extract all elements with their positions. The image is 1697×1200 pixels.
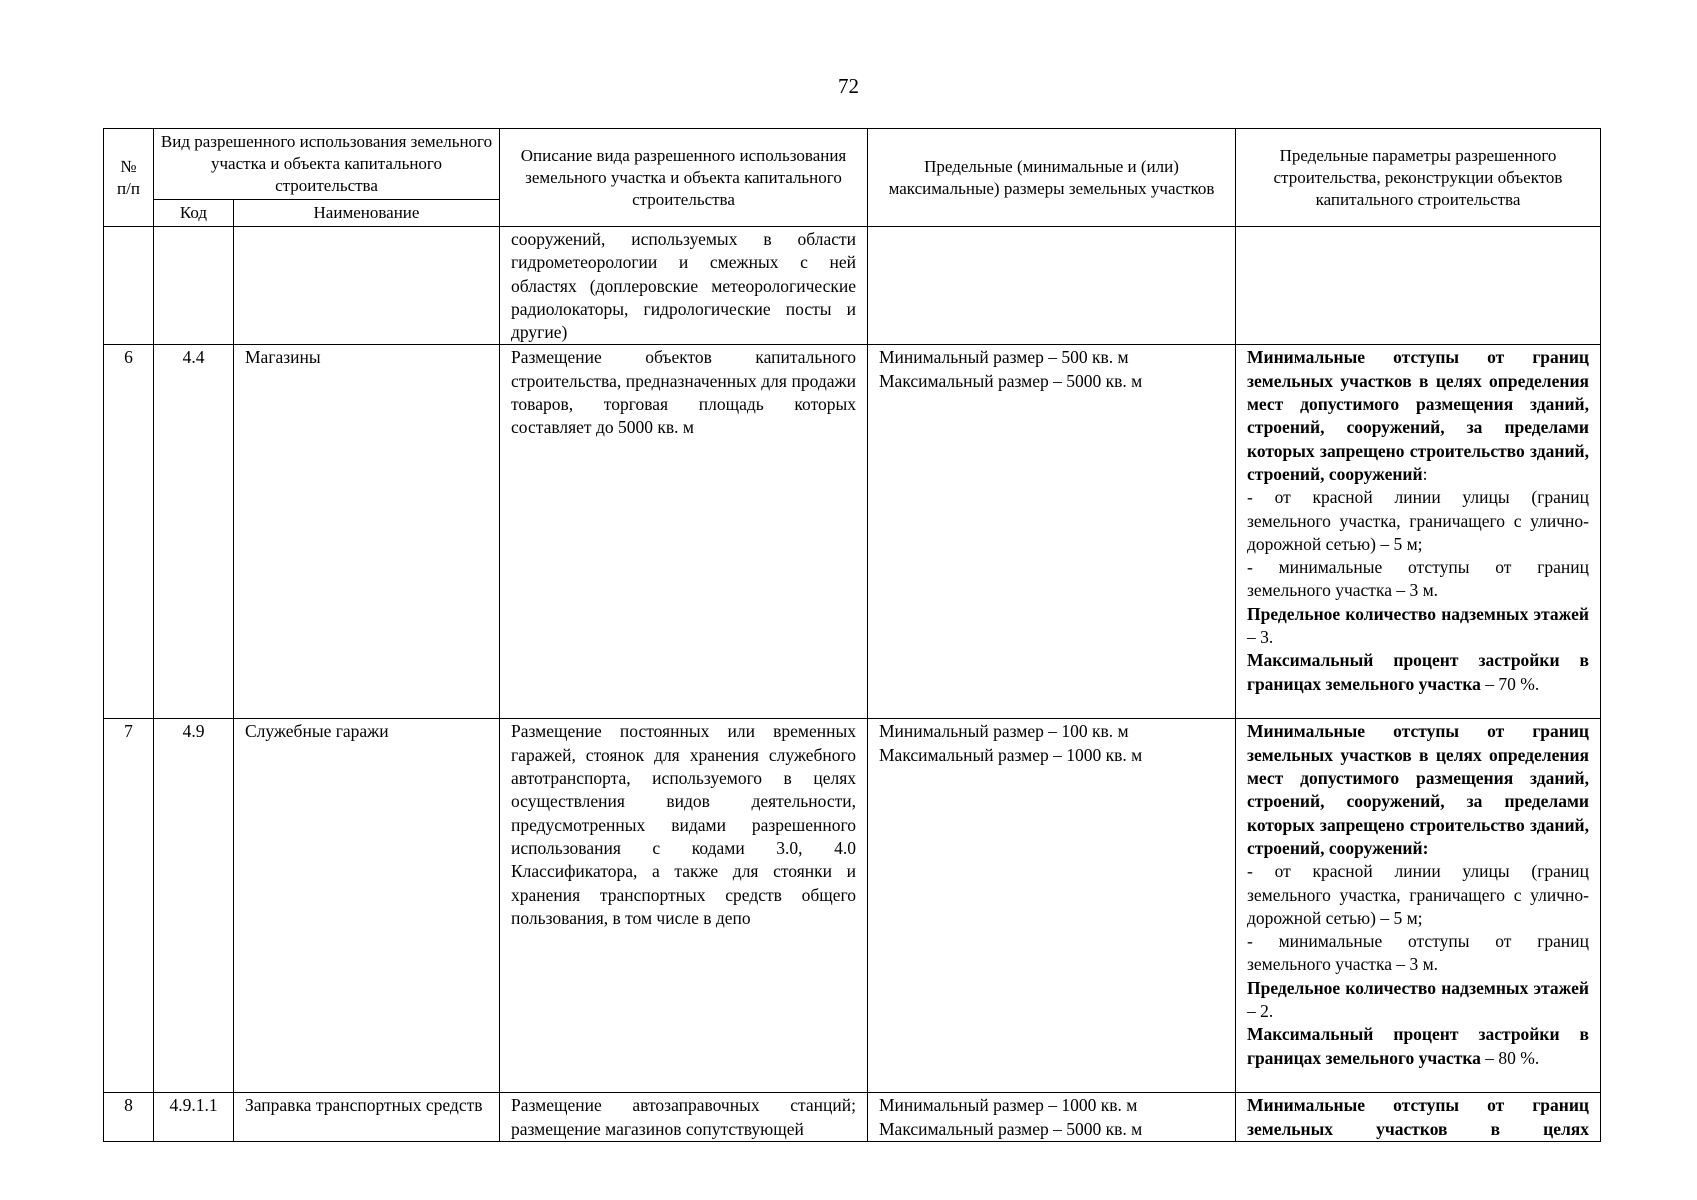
header-vid: Вид разрешенного использования земельного участка и объекта капитального строительства xyxy=(154,129,500,200)
header-num: № п/п xyxy=(104,129,154,227)
setback-item: - минимальные отступы от границ земельного участка – 3 м. xyxy=(1247,931,1589,975)
row-num xyxy=(104,227,154,345)
row-num: 6 xyxy=(104,345,154,719)
setback-title: Минимальные отступы от границ земельных участков в целях xyxy=(1247,1095,1589,1139)
row-params xyxy=(1236,227,1601,345)
size-max: Максимальный размер – 5000 кв. м xyxy=(879,1118,1143,1139)
floors-block xyxy=(1247,603,1589,650)
setback-item: - от красной линии улицы (границ земельного участка, граничащего с улично-дорожной сетью) – 5 м; xyxy=(1247,861,1589,928)
size-max: Максимальный размер – 5000 кв. м xyxy=(879,370,1143,391)
header-params: Предельные параметры разрешенного строительства, реконструкции объектов капитального строительства xyxy=(1236,129,1601,227)
row-size xyxy=(868,719,1236,1093)
floors-value: – 3. xyxy=(1247,627,1274,648)
table-row xyxy=(104,227,1601,345)
coverage-block xyxy=(1247,649,1589,696)
header-name: Наименование xyxy=(234,200,500,227)
floors-block xyxy=(1247,977,1589,1024)
setback-title: Минимальные отступы от границ земельных участков в целях определения мест допустимого размещения зданий, строений, сооружений, за пределами которых запрещено строительство зданий, строений, сооружений xyxy=(1247,347,1589,484)
coverage-value: – 80 %. xyxy=(1480,1047,1540,1068)
coverage-title: Максимальный процент застройки в границах земельного участка xyxy=(1247,1024,1589,1068)
header-size: Предельные (минимальные и (или) максимальные) размеры земельных участков xyxy=(868,129,1236,227)
row-name: Заправка транспортных средств xyxy=(234,1093,500,1142)
floors-title: Предельное количество надземных этажей xyxy=(1247,603,1589,624)
row-name xyxy=(234,227,500,345)
table-header-row xyxy=(104,129,1601,200)
setback-title-end: : xyxy=(1422,463,1428,484)
header-kod: Код xyxy=(154,200,234,227)
row-code: 4.4 xyxy=(154,345,234,719)
row-code: 4.9.1.1 xyxy=(154,1093,234,1142)
row-desc: Размещение автозаправочных станций; размещение магазинов сопутствующей xyxy=(500,1093,868,1142)
row-desc: сооружений, используемых в области гидрометеорологии и смежных с ней областях (доплеровские метеорологические радиолокаторы, гидрологические посты и другие) xyxy=(500,227,868,345)
row-desc: Размещение постоянных или временных гаражей, стоянок для хранения служебного автотранспорта, используемого в целях осуществления видов деятельности, предусмотренных видами разрешенного использования с кодами 3.0, 4.0 Классификатора, а также для стоянки и хранения транспортных средств общего пользования, в том числе в депо xyxy=(500,719,868,1093)
page-number: 72 xyxy=(838,74,859,98)
setback-title: Минимальные отступы от границ земельных участков в целях определения мест допустимого размещения зданий, строений, сооружений, за пределами которых запрещено строительство зданий, строений, сооружений: xyxy=(1247,721,1589,858)
setback-item: - минимальные отступы от границ земельного участка – 3 м. xyxy=(1247,557,1589,601)
row-params xyxy=(1236,1093,1601,1142)
coverage-block xyxy=(1247,1023,1589,1070)
table-row xyxy=(104,719,1601,1093)
header-desc: Описание вида разрешенного использования земельного участка и объекта капитального строительства xyxy=(500,129,868,227)
setback-block xyxy=(1247,346,1589,486)
size-max: Максимальный размер – 1000 кв. м xyxy=(879,744,1143,765)
row-desc: Размещение объектов капитального строительства, предназначенных для продажи товаров, торговая площадь которых составляет до 5000 кв. м xyxy=(500,345,868,719)
size-min: Минимальный размер – 500 кв. м xyxy=(879,347,1129,368)
row-size xyxy=(868,345,1236,719)
size-min: Минимальный размер – 1000 кв. м xyxy=(879,1095,1138,1116)
floors-value: – 2. xyxy=(1247,1001,1274,1022)
row-params xyxy=(1236,345,1601,719)
table-row xyxy=(104,345,1601,719)
table-row xyxy=(104,1093,1601,1142)
setback-item: - от красной линии улицы (границ земельного участка, граничащего с улично-дорожной сетью) – 5 м; xyxy=(1247,487,1589,554)
row-code xyxy=(154,227,234,345)
row-code: 4.9 xyxy=(154,719,234,1093)
row-size xyxy=(868,1093,1236,1142)
row-num: 7 xyxy=(104,719,154,1093)
row-name: Служебные гаражи xyxy=(234,719,500,1093)
floors-title: Предельное количество надземных этажей xyxy=(1247,977,1589,998)
land-use-table xyxy=(103,128,1601,1142)
row-name: Магазины xyxy=(234,345,500,719)
coverage-value: – 70 %. xyxy=(1480,673,1540,694)
row-size xyxy=(868,227,1236,345)
coverage-title: Максимальный процент застройки в границах земельного участка xyxy=(1247,650,1589,694)
size-min: Минимальный размер – 100 кв. м xyxy=(879,721,1129,742)
row-params xyxy=(1236,719,1601,1093)
row-num: 8 xyxy=(104,1093,154,1142)
